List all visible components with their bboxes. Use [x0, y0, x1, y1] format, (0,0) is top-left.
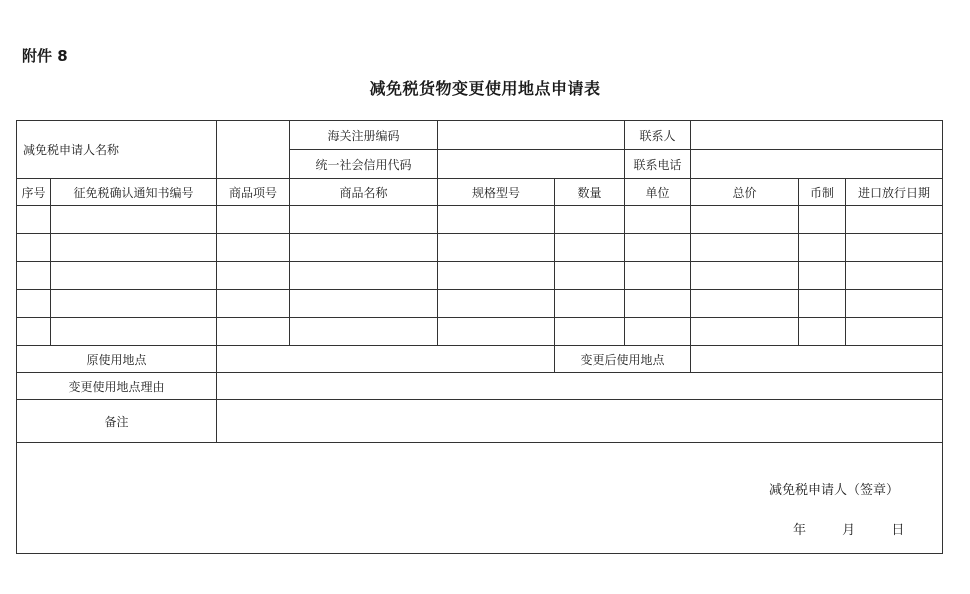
col-notice-number-header: 征免税确认通知书编号 — [51, 179, 217, 206]
table-cell[interactable] — [217, 262, 290, 290]
table-cell[interactable] — [625, 206, 691, 234]
table-cell[interactable] — [438, 318, 555, 346]
change-reason-field[interactable] — [217, 373, 943, 400]
customs-code-field[interactable] — [438, 121, 625, 150]
table-cell[interactable] — [17, 318, 51, 346]
table-cell[interactable] — [625, 290, 691, 318]
table-cell[interactable] — [438, 234, 555, 262]
credit-code-field[interactable] — [438, 150, 625, 179]
table-cell[interactable] — [438, 290, 555, 318]
table-cell[interactable] — [555, 318, 625, 346]
new-location-label: 变更后使用地点 — [555, 346, 691, 373]
table-cell[interactable] — [691, 262, 799, 290]
table-cell[interactable] — [217, 234, 290, 262]
table-row — [17, 234, 943, 262]
table-cell[interactable] — [799, 290, 846, 318]
table-cell[interactable] — [217, 206, 290, 234]
table-row — [17, 290, 943, 318]
column-header-row — [17, 179, 943, 206]
table-cell[interactable] — [217, 290, 290, 318]
table-cell[interactable] — [799, 262, 846, 290]
table-cell[interactable] — [625, 262, 691, 290]
applicant-name-field[interactable] — [217, 121, 290, 179]
col-item-number-header: 商品项号 — [217, 179, 290, 206]
remark-field[interactable] — [217, 400, 943, 443]
table-cell[interactable] — [799, 234, 846, 262]
table-cell[interactable] — [217, 318, 290, 346]
month-label: 月 — [842, 523, 856, 538]
original-location-field[interactable] — [217, 346, 555, 373]
table-cell[interactable] — [51, 262, 217, 290]
table-cell[interactable] — [846, 318, 943, 346]
table-cell[interactable] — [290, 318, 438, 346]
applicant-signature-label: 减免税申请人（签章） — [769, 483, 900, 498]
original-location-label: 原使用地点 — [17, 346, 217, 373]
table-cell[interactable] — [555, 262, 625, 290]
table-cell[interactable] — [625, 234, 691, 262]
change-reason-label: 变更使用地点理由 — [17, 373, 217, 400]
table-cell[interactable] — [846, 206, 943, 234]
table-cell[interactable] — [17, 290, 51, 318]
table-cell[interactable] — [555, 234, 625, 262]
remark-label: 备注 — [17, 400, 217, 443]
signature-area[interactable] — [17, 443, 943, 554]
col-goods-name-header: 商品名称 — [290, 179, 438, 206]
table-row — [17, 206, 943, 234]
col-total-price-header: 总价 — [691, 179, 799, 206]
table-cell[interactable] — [438, 206, 555, 234]
table-cell[interactable] — [691, 206, 799, 234]
table-cell[interactable] — [51, 290, 217, 318]
table-cell[interactable] — [799, 206, 846, 234]
col-serial-header: 序号 — [17, 179, 51, 206]
col-release-date-header: 进口放行日期 — [846, 179, 943, 206]
col-currency-header: 币制 — [799, 179, 846, 206]
table-row — [17, 262, 943, 290]
attachment-number: 附件 8 — [22, 47, 68, 65]
table-cell[interactable] — [625, 318, 691, 346]
phone-label: 联系电话 — [625, 150, 691, 179]
table-row — [17, 318, 943, 346]
table-cell[interactable] — [846, 262, 943, 290]
table-cell[interactable] — [846, 290, 943, 318]
col-quantity-header: 数量 — [555, 179, 625, 206]
day-label: 日 — [891, 523, 905, 538]
col-spec-header: 规格型号 — [438, 179, 555, 206]
table-cell[interactable] — [290, 206, 438, 234]
applicant-name-label: 减免税申请人名称 — [17, 121, 217, 179]
table-cell[interactable] — [17, 206, 51, 234]
phone-field[interactable] — [691, 150, 943, 179]
credit-code-label: 统一社会信用代码 — [290, 150, 438, 179]
table-cell[interactable] — [691, 234, 799, 262]
table-cell[interactable] — [51, 234, 217, 262]
application-form-table — [16, 120, 943, 554]
table-cell[interactable] — [799, 318, 846, 346]
table-cell[interactable] — [290, 234, 438, 262]
table-cell[interactable] — [290, 262, 438, 290]
table-cell[interactable] — [555, 206, 625, 234]
customs-code-label: 海关注册编码 — [290, 121, 438, 150]
table-cell[interactable] — [51, 206, 217, 234]
table-cell[interactable] — [691, 290, 799, 318]
new-location-field[interactable] — [691, 346, 943, 373]
table-cell[interactable] — [17, 262, 51, 290]
contact-field[interactable] — [691, 121, 943, 150]
table-cell[interactable] — [438, 262, 555, 290]
table-cell[interactable] — [17, 234, 51, 262]
contact-label: 联系人 — [625, 121, 691, 150]
table-cell[interactable] — [51, 318, 217, 346]
table-cell[interactable] — [555, 290, 625, 318]
col-unit-header: 单位 — [625, 179, 691, 206]
signature-date — [793, 519, 936, 538]
table-cell[interactable] — [691, 318, 799, 346]
table-cell[interactable] — [290, 290, 438, 318]
table-cell[interactable] — [846, 234, 943, 262]
year-label: 年 — [793, 523, 807, 538]
form-title: 减免税货物变更使用地点申请表 — [369, 79, 601, 98]
